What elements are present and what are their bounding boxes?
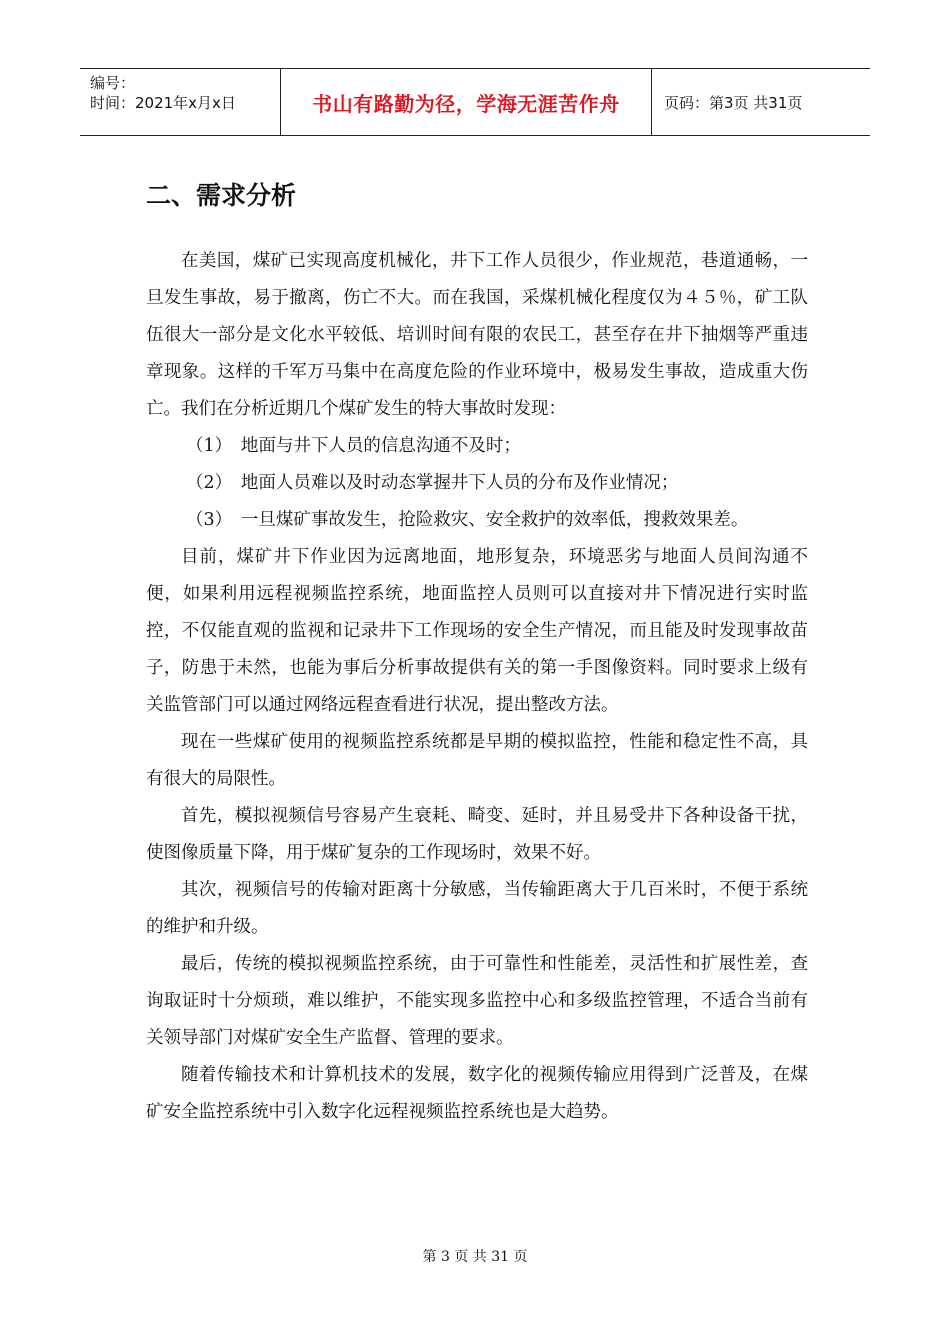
page-header (80, 68, 870, 136)
header-motto: 书山有路勤为径，学海无涯苦作舟 (281, 69, 652, 135)
paragraph: 随着传输技术和计算机技术的发展，数字化的视频传输应用得到广泛普及，在煤矿安全监控系统中引入数字化远程视频监控系统也是大趋势。 (146, 1065, 808, 1122)
document-number-label: 编号： (90, 74, 136, 92)
page-footer: 第 3 页 共 31 页 (422, 1249, 528, 1265)
list-item: （3） 一旦煤矿事故发生，抢险救灾、安全救护的效率低，搜救效果差。 (186, 510, 749, 530)
document-body (146, 243, 808, 1131)
paragraph: 在美国，煤矿已实现高度机械化，井下工作人员很少，作业规范，巷道通畅，一旦发生事故，易于撤离，伤亡不大。而在我国，采煤机械化程度仅为４５％，矿工队伍很大一部分是文化水平较低、培训时间有限的农民工，甚至存在井下抽烟等严重违章现象。这样的千军万马集中在高度危险的作业环境中，极易发生事故，造成重大伤亡。我们在分析近期几个煤矿发生的特大事故时发现： (146, 251, 808, 419)
header-page-info: 页码：第3页 共31页 (664, 93, 803, 112)
document-date: 时间：2021年x月x日 (90, 94, 236, 112)
paragraph: 其次，视频信号的传输对距离十分敏感，当传输距离大于几百米时，不便于系统的维护和升级。 (146, 880, 808, 937)
list-item: （2） 地面人员难以及时动态掌握井下人员的分布及作业情况； (186, 473, 679, 493)
paragraph: 现在一些煤矿使用的视频监控系统都是早期的模拟监控，性能和稳定性不高，具有很大的局限性。 (146, 732, 808, 789)
paragraph: 最后，传统的模拟视频监控系统，由于可靠性和性能差，灵活性和扩展性差，查询取证时十分烦琐，难以维护，不能实现多监控中心和多级监控管理，不适合当前有关领导部门对煤矿安全生产监督、管理的要求。 (146, 954, 808, 1048)
paragraph: 目前，煤矿井下作业因为远离地面，地形复杂，环境恶劣与地面人员间沟通不便，如果利用远程视频监控系统，地面监控人员则可以直接对井下情况进行实时监控，不仅能直观的监视和记录井下工作现场的安全生产情况，而且能及时发现事故苗子，防患于未然，也能为事后分析事故提供有关的第一手图像资料。同时要求上级有关监管部门可以通过网络远程查看进行状况，提出整改方法。 (146, 547, 808, 715)
paragraph: 首先，模拟视频信号容易产生衰耗、畸变、延时，并且易受井下各种设备干扰，使图像质量下降，用于煤矿复杂的工作现场时，效果不好。 (146, 806, 808, 863)
header-meta (80, 69, 281, 135)
list-item: （1） 地面与井下人员的信息沟通不及时； (186, 436, 521, 456)
section-title: 二、需求分析 (146, 181, 297, 210)
